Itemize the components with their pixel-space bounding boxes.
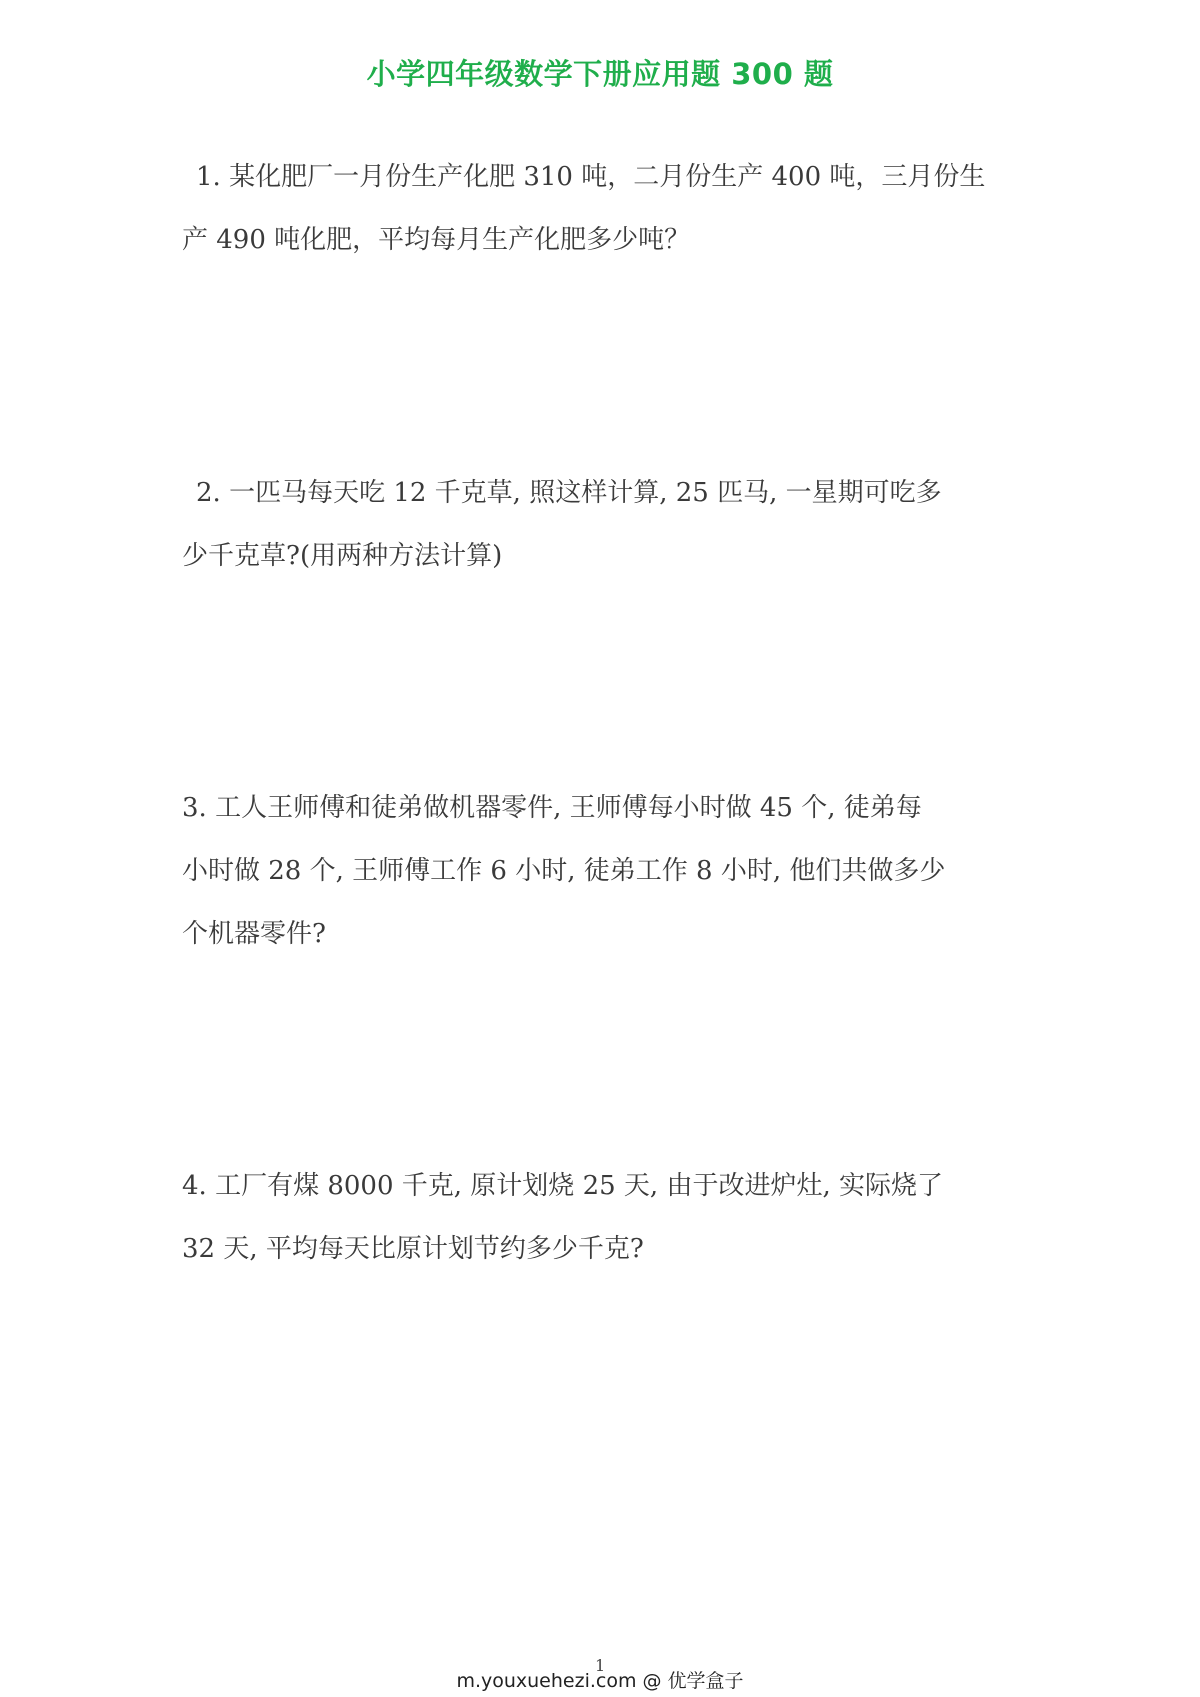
question-line: 产 490 吨化肥，平均每月生产化肥多少吨？ [182, 225, 691, 255]
question-line: 个机器零件? [182, 919, 326, 949]
footer-source: m.youxuehezi.com @ 优学盒子 [456, 1670, 744, 1692]
page-title: 小学四年级数学下册应用题 300 题 [366, 57, 834, 91]
question-4 [182, 1155, 1032, 1281]
question-line: 2. 一匹马每天吃 12 千克草, 照这样计算, 25 匹马, 一星期可吃多 [196, 478, 942, 508]
question-2 [182, 462, 1032, 588]
question-line: 1. 某化肥厂一月份生产化肥 310 吨，二月份生产 400 吨，三月份生 [196, 162, 986, 192]
question-3 [182, 777, 1032, 966]
question-line: 少千克草?(用两种方法计算) [182, 541, 503, 571]
question-line: 4. 工厂有煤 8000 千克, 原计划烧 25 天, 由于改进炉灶, 实际烧了 [182, 1171, 943, 1201]
question-line: 小时做 28 个, 王师傅工作 6 小时, 徒弟工作 8 小时, 他们共做多少 [182, 856, 946, 886]
question-1 [182, 146, 1032, 272]
question-line: 3. 工人王师傅和徒弟做机器零件, 王师傅每小时做 45 个, 徒弟每 [182, 793, 922, 823]
page-number: 1 [595, 1656, 606, 1675]
question-line: 32 天, 平均每天比原计划节约多少千克? [182, 1234, 644, 1264]
